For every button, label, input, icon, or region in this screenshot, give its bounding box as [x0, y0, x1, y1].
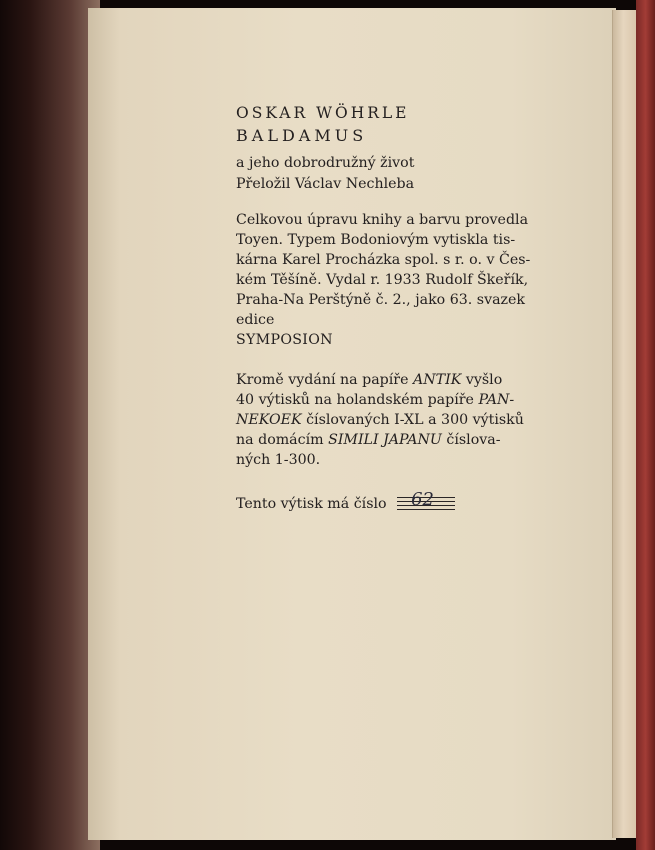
series-name: SYMPOSION [236, 332, 333, 348]
production-line: kém Těšíně. Vydal r. 1933 Rudolf Škeřík, [236, 272, 529, 289]
copy-number-label: Tento výtisk má číslo [236, 496, 387, 512]
copy-number-field [397, 489, 455, 512]
edition-line [236, 390, 524, 410]
copy-number-line [236, 489, 455, 514]
author-name: OSKAR WÖHRLE [236, 104, 410, 122]
edition-text: číslovaných I-XL a 300 výtisků [306, 412, 524, 429]
production-line: Celkovou úpravu knihy a barvu provedla [236, 212, 529, 228]
edition-line: ných 1-300. [236, 452, 321, 469]
edition-text: 40 výtisků na holandském papíře [236, 392, 474, 409]
production-line: kárna Karel Procházka spol. s r. o. v Čes- [236, 252, 531, 269]
edition-text: číslova- [446, 432, 501, 449]
paper-pannekoek-part1: PAN- [478, 392, 515, 409]
page-edge [612, 10, 639, 838]
edition-text: vyšlo [465, 372, 503, 388]
paper-antik: ANTIK [413, 372, 462, 388]
production-line: Praha-Na Perštýně č. 2., jako 63. svazek [236, 292, 526, 309]
spine-shadow [0, 0, 100, 850]
book-title: BALDAMUS [236, 126, 368, 145]
book-subtitle: a jeho dobrodružný život [236, 155, 415, 171]
edition-paragraph [236, 370, 524, 470]
edition-text: Kromě vydání na papíře [236, 372, 409, 388]
red-cover-edge [636, 0, 655, 850]
production-line: Toyen. Typem Bodoniovým vytiskla tis- [236, 232, 516, 249]
paper-simili-japan: SIMILI JAPANU [328, 432, 442, 449]
edition-line [236, 410, 524, 430]
paper-pannekoek-part2: NEKOEK [236, 412, 302, 429]
edition-line [236, 370, 524, 390]
edition-text: na domácím [236, 432, 324, 449]
production-line: edice [236, 312, 275, 329]
translator-line: Přeložil Václav Nechleba [236, 176, 415, 192]
production-paragraph [236, 210, 530, 331]
handwritten-number: 62 [411, 489, 434, 510]
edition-line [236, 430, 524, 450]
